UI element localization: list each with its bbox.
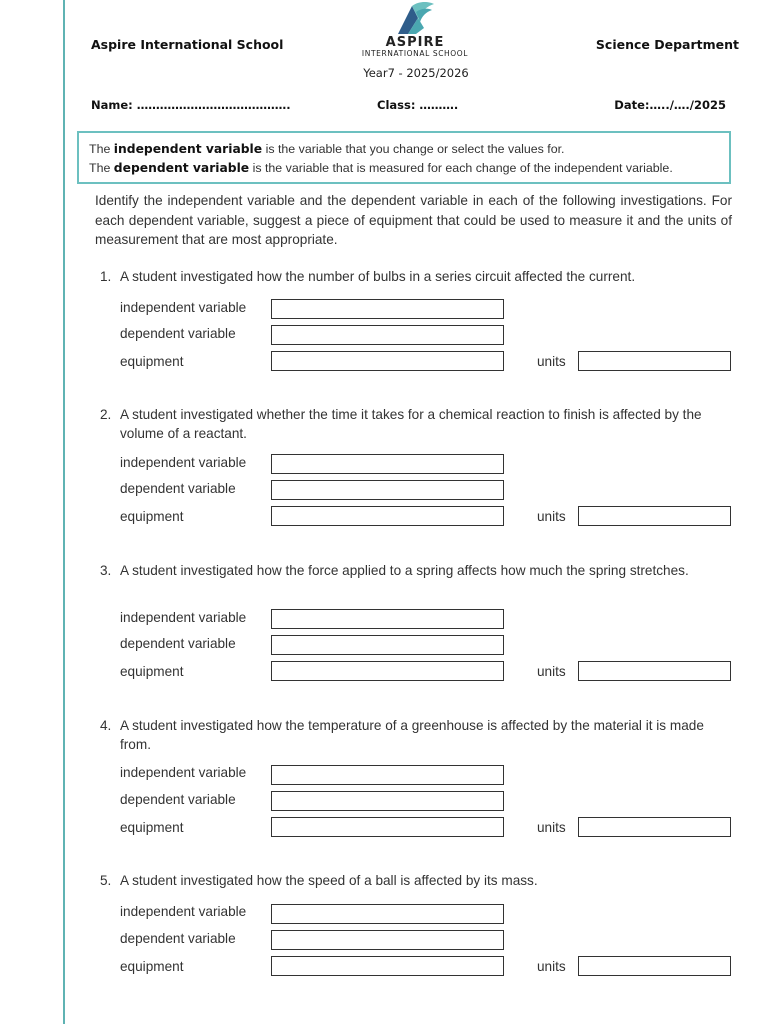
units-label: units xyxy=(537,959,566,974)
independent-label: independent variable xyxy=(120,610,247,625)
page-margin-line xyxy=(63,0,65,1024)
units-label: units xyxy=(537,509,566,524)
independent-label: independent variable xyxy=(120,455,247,470)
question-5 xyxy=(100,872,730,974)
logo-emblem-icon xyxy=(394,0,436,36)
instructions-paragraph: Identify the independent variable and the dependent variable in each of the following investigations. For each dependent variable, suggest a piece of equipment that could be used to measure it and the units of measurement that are most appropriate. xyxy=(95,193,732,248)
equipment-input[interactable] xyxy=(271,817,504,837)
independent-variable-input[interactable] xyxy=(271,904,504,924)
question-4 xyxy=(100,717,730,835)
question-text: 4. A student investigated how the temperature of a greenhouse is affected by the material it is made from. xyxy=(100,718,704,752)
logo-wordmark: ASPIRE xyxy=(385,35,445,50)
units-label: units xyxy=(537,354,566,369)
equipment-label: equipment xyxy=(120,959,184,974)
units-input[interactable] xyxy=(578,817,731,837)
dependent-variable-input[interactable] xyxy=(271,791,504,811)
question-text: 2. A student investigated whether the time it takes for a chemical reaction to finish is affected by the volume of a reactant. xyxy=(100,407,702,441)
equipment-input[interactable] xyxy=(271,956,504,976)
independent-variable-input[interactable] xyxy=(271,299,504,319)
equipment-label: equipment xyxy=(120,354,184,369)
date-field[interactable]: Date:…../…./2025 xyxy=(614,98,726,112)
academic-year: Year7 - 2025/2026 xyxy=(363,66,469,80)
logo-subtitle: INTERNATIONAL SCHOOL xyxy=(361,49,469,58)
independent-variable-input[interactable] xyxy=(271,454,504,474)
class-field[interactable]: Class: ………. xyxy=(377,98,459,112)
units-input[interactable] xyxy=(578,661,731,681)
units-label: units xyxy=(537,820,566,835)
units-input[interactable] xyxy=(578,351,731,371)
units-label: units xyxy=(537,664,566,679)
question-text: 5. A student investigated how the speed of a ball is affected by its mass. xyxy=(100,873,538,888)
equipment-input[interactable] xyxy=(271,351,504,371)
department-name: Science Department xyxy=(595,37,739,52)
independent-variable-input[interactable] xyxy=(271,609,504,629)
equipment-label: equipment xyxy=(120,664,184,679)
dependent-variable-input[interactable] xyxy=(271,325,504,345)
school-logo xyxy=(340,0,490,60)
units-input[interactable] xyxy=(578,956,731,976)
school-name: Aspire International School xyxy=(91,37,284,52)
dependent-label: dependent variable xyxy=(120,636,236,651)
independent-label: independent variable xyxy=(120,300,247,315)
definition-dependent: The dependent variable is the variable that is measured for each change of the independent variable. xyxy=(89,161,673,175)
definitions-box xyxy=(77,131,731,184)
question-text: 3. A student investigated how the force applied to a spring affects how much the spring stretches. xyxy=(100,563,689,578)
equipment-input[interactable] xyxy=(271,661,504,681)
dependent-label: dependent variable xyxy=(120,481,236,496)
question-text: 1. A student investigated how the number of bulbs in a series circuit affected the current. xyxy=(100,269,636,284)
dependent-variable-input[interactable] xyxy=(271,635,504,655)
definition-independent: The independent variable is the variable that you change or select the values for. xyxy=(89,142,565,156)
name-field[interactable]: Name: …………………………………. xyxy=(91,98,291,112)
independent-label: independent variable xyxy=(120,765,247,780)
question-2 xyxy=(100,406,730,524)
independent-label: independent variable xyxy=(120,904,247,919)
dependent-label: dependent variable xyxy=(120,931,236,946)
independent-variable-input[interactable] xyxy=(271,765,504,785)
dependent-variable-input[interactable] xyxy=(271,930,504,950)
units-input[interactable] xyxy=(578,506,731,526)
dependent-label: dependent variable xyxy=(120,792,236,807)
question-3 xyxy=(100,562,730,679)
dependent-label: dependent variable xyxy=(120,326,236,341)
equipment-label: equipment xyxy=(120,820,184,835)
equipment-input[interactable] xyxy=(271,506,504,526)
dependent-variable-input[interactable] xyxy=(271,480,504,500)
equipment-label: equipment xyxy=(120,509,184,524)
question-1 xyxy=(100,268,730,369)
